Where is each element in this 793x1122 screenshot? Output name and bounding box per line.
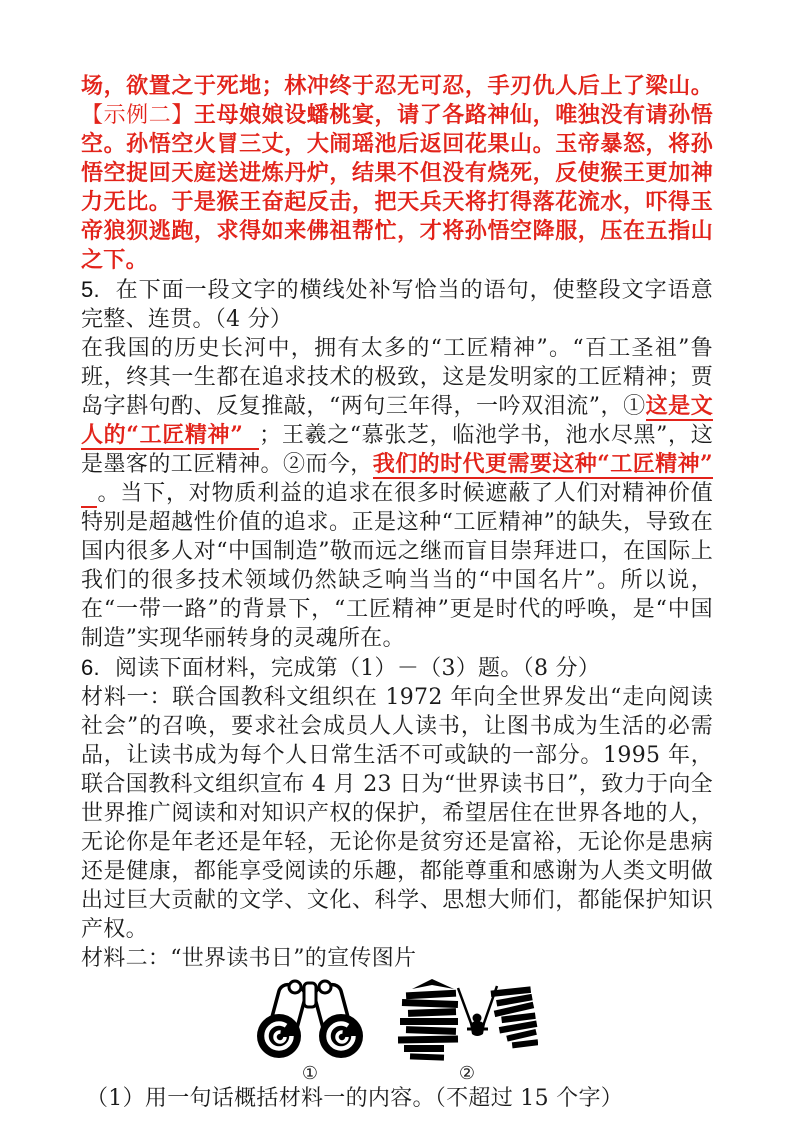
model-answer-one-tail: 场，欲置之于死地；林冲终于忍无可忍，手刃仇人后上了梁山。 <box>81 73 713 99</box>
question-6-heading-text: 阅读下面材料，完成第（1）－（3）题。（8 分） <box>114 656 601 681</box>
book-swing-illustration-icon <box>396 976 538 1062</box>
figure-1 <box>250 979 370 1084</box>
figure-2-caption: ② <box>458 1063 476 1084</box>
fill-in-blank-2-answer: 我们的时代更需要这种“工匠精神” <box>372 451 713 477</box>
question-5-heading <box>81 275 713 334</box>
scroll-binoculars-illustration-icon <box>250 979 370 1062</box>
fill-in-blank-1-answer: 这是文人的“工匠精神” <box>81 393 713 448</box>
blank-underline-extension <box>243 424 259 442</box>
passage-text-a: 在我国的历史长河中，拥有太多的“工匠精神”。“百工圣祖”鲁班，终其一生都在追求技术的极致，这是发明家的工匠精神；贾岛字斟句酌、反复推敲，“两句三年得，一吟双泪流”，① <box>81 336 713 419</box>
model-answer-two-text: 王母娘娘设蟠桃宴，请了各路神仙，唯独没有请孙悟空。孙悟空火冒三丈，大闹瑶池后返回花果山。玉帝暴怒，将孙悟空捉回天庭送进炼丹炉，结果不但没有烧死，反使猴王更加神力无比。于是猴王奋起反击，把天兵天将打得落花流水，吓得玉帝狼狈逃跑，求得如来佛祖帮忙，才将孙悟空降服，压在五指山之下。 <box>81 102 713 273</box>
promo-images-row <box>250 976 713 1084</box>
blank-underline-extension <box>81 482 97 500</box>
question-5-passage <box>81 334 713 653</box>
red-model-answer-paragraph <box>81 72 713 275</box>
question-5-number: 5. <box>81 277 100 302</box>
question-5-heading-text: 在下面一段文字的横线处补写恰当的语句，使整段文字语意完整、连贯。（4 分） <box>81 278 713 332</box>
figure-1-caption: ① <box>301 1063 319 1084</box>
figure-2 <box>396 976 538 1084</box>
document-page <box>81 72 713 1113</box>
material-2-label: 材料二：“世界读书日”的宣传图片 <box>81 946 417 971</box>
question-6-sub1: （1）用一句话概括材料一的内容。（不超过 15 个字） <box>86 1086 624 1111</box>
material-1-paragraph: 材料一：联合国教科文组织在 1972 年向全世界发出“走向阅读社会”的召唤，要求社会成员人人读书，让图书成为生活的必需品，让读书成为每个人日常生活不可或缺的一部分。1995 年，联合国教科文组织宣布 4 月 23 日为“世界读书日”，致力于向全世界推广阅读和对知识产权的保护，希望居住在世界各地的人，无论你是年老还是年轻，无论你是贫穷还是富裕，无论你是患病还是健康，都能享受阅读的乐趣，都能尊重和感谢为人类文明做出过巨大贡献的文学、文化、科学、思想大师们，都能保护知识产权。 <box>81 685 713 942</box>
passage-text-c: 。当下，对物质利益的追求在很多时候遮蔽了人们对精神价值特别是超越性价值的追求。正是这种“工匠精神”的缺失，导致在国内很多人对“中国制造”敬而远之继而盲目崇拜进口，在国际上我们的很多技术领域仍然缺乏响当当的“中国名片”。所以说，在“一带一路”的背景下，“工匠精神”更是时代的呼唤，是“中国制造”实现华丽转身的灵魂所在。 <box>81 481 713 651</box>
example-two-label: 【示例二】 <box>81 103 194 128</box>
question-6-heading <box>81 653 713 683</box>
passage-text-b: ；王羲之“慕张芝，临池学书，池水尽黑”，这是墨客的工匠精神。②而今， <box>81 423 713 477</box>
question-6-number: 6. <box>81 655 100 680</box>
